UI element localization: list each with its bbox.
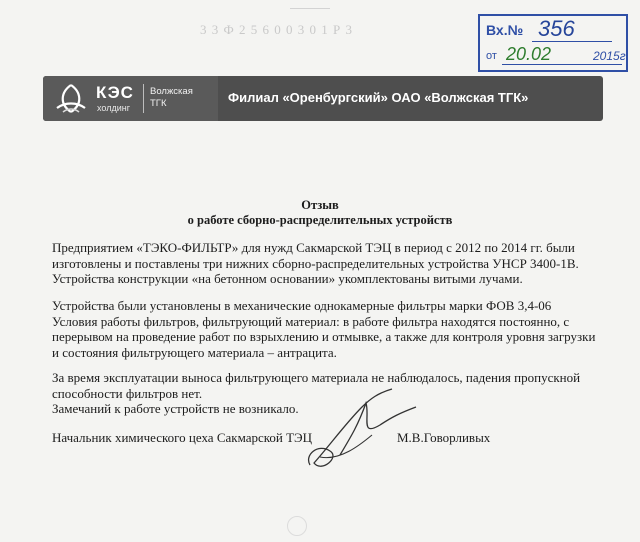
signatory-position: Начальник химического цеха Сакмарской ТЭЦ <box>52 430 313 445</box>
document-title: Отзыв <box>301 198 339 212</box>
logo-volzhskaya-line1: Волжская <box>150 86 193 97</box>
stamp-year: 2015г. <box>593 49 629 63</box>
stamp-underline <box>502 64 622 65</box>
logo-holding-text: холдинг <box>97 103 130 113</box>
branch-title: Филиал «Оренбургский» ОАО «Волжская ТГК» <box>228 90 529 105</box>
paragraph-installation: Устройства были установлены в механические однокамерные фильтры марки ФОВ 3,4-06 Условия работы фильтров, фильтрующий материал: в работе фильтра находятся постоянно, с перерывом на проведение работ по взрыхлению и отмывке, а также для контроля уровня загрузки и состояния фильтрующего материала – антрацита. <box>52 298 596 360</box>
signatory-name: М.В.Говорливых <box>397 430 491 445</box>
logo-volzhskaya <box>150 86 193 110</box>
faint-top-text: 3 3 Ф 2 5 6 0 0 3 0 1 Р 3 <box>200 22 354 37</box>
stamp-underline <box>532 41 612 42</box>
logo-kes-text: КЭС <box>96 83 134 102</box>
logo-volzhskaya-line2: ТГК <box>150 98 167 109</box>
stamp-incoming-label: Вх.№ <box>486 22 524 38</box>
stamp-date: 20.02 <box>506 44 552 64</box>
corner-mark <box>290 0 330 9</box>
paragraph-operation: За время эксплуатации выноса фильтрующего материала не наблюдалось, падения пропускной способности фильтров нет. Замечаний к работе устройств не возникало. <box>52 370 581 416</box>
registration-stamp <box>478 14 628 72</box>
faint-bottom-mark <box>287 516 307 536</box>
letterhead-banner <box>43 76 603 121</box>
company-logo <box>43 76 218 121</box>
document-subtitle: о работе сборно-распределительных устройств <box>187 213 453 227</box>
swirl-logo-icon <box>51 82 91 116</box>
stamp-from-label: от <box>486 50 497 62</box>
stamp-incoming-number: 356 <box>538 16 575 41</box>
logo-divider <box>143 84 144 113</box>
paragraph-production: Предприятием «ТЭКО-ФИЛЬТР» для нужд Сакмарской ТЭЦ в период с 2012 по 2014 гг. были изготовлены и поставлены три нижних сборно-распределительных устройства УНСР 3400-1В. Устройства конструкции «на бетонном основании» укомплектованы витыми лучами. <box>52 240 579 286</box>
